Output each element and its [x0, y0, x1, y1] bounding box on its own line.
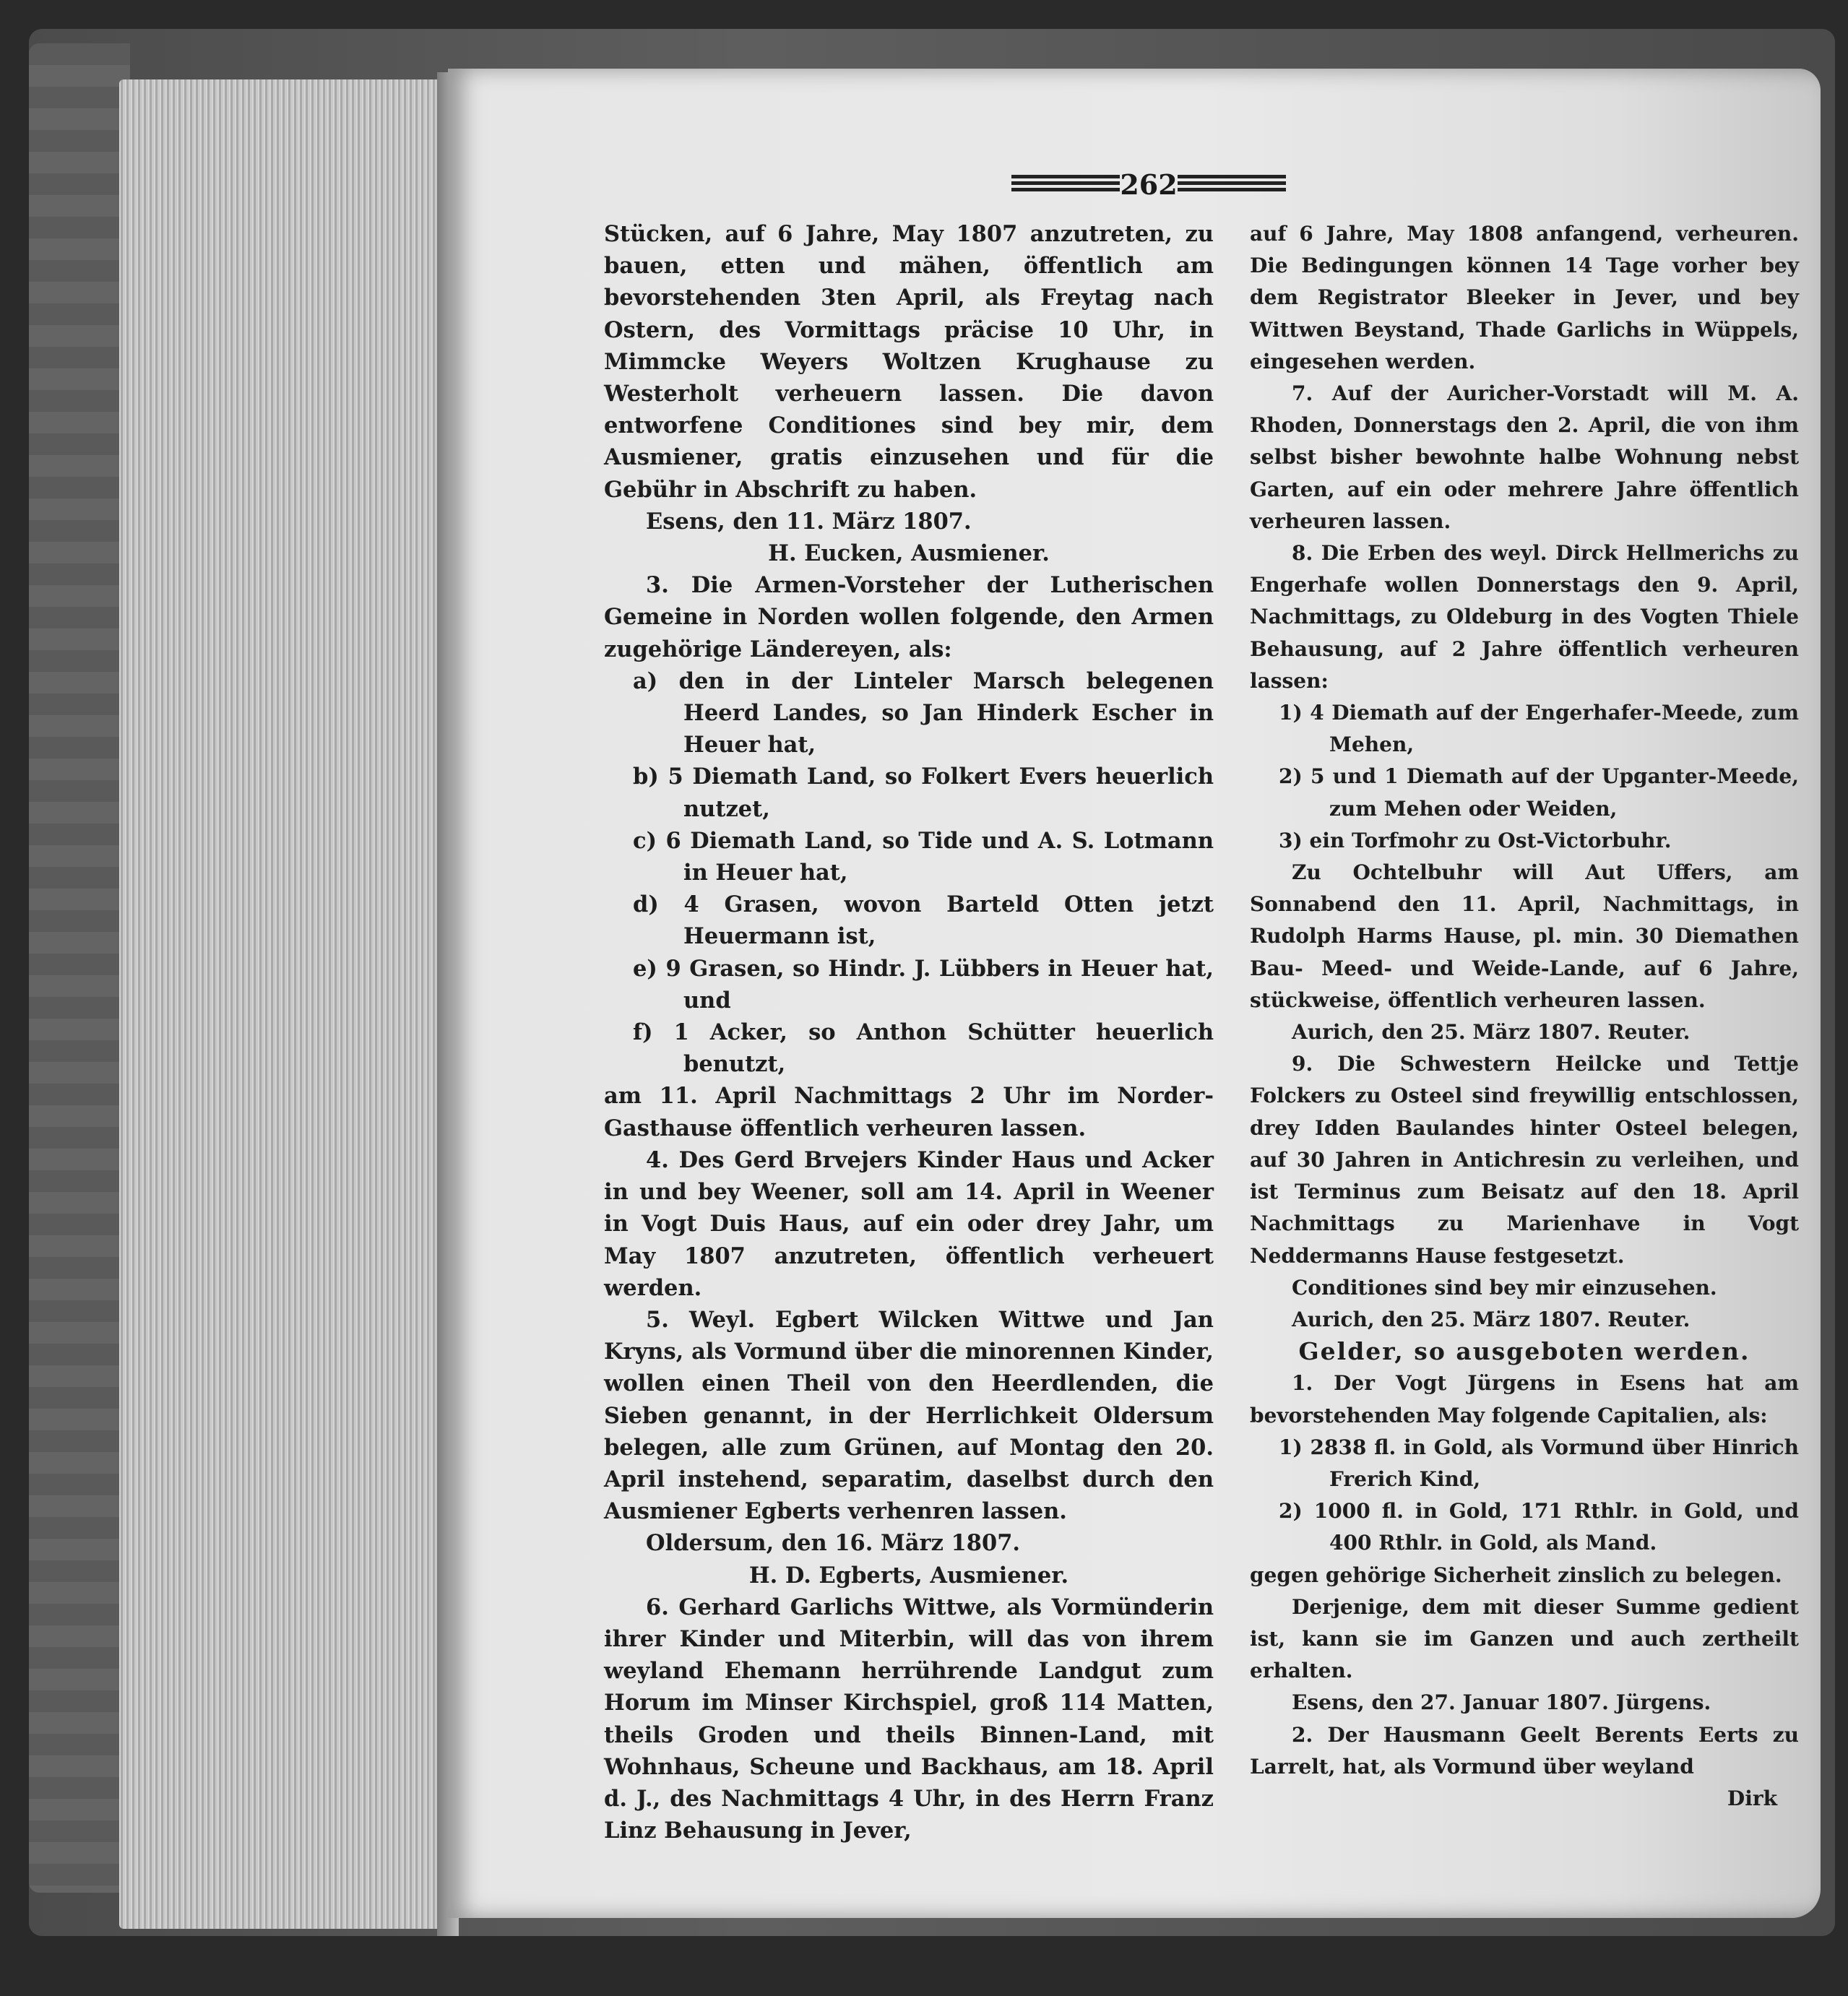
left-column-paragraph: Esens, den 11. März 1807. [646, 508, 972, 535]
left-column-paragraph: Stücken, auf 6 Jahre, May 1807 anzutreten, zu bauen, etten und mähen, öffentlich am bevorstehenden 3ten April, als Freytag nach Ostern, des Vormittags präcise 10 Uhr, in Mimmcke Weyers Woltzen Krughause zu Westerholt verheuern lassen. Die davon entworfene Conditiones sind bey mir, dem Ausmiener, gratis einzusehen und für die Gebühr in Abschrift zu haben. [604, 221, 1214, 503]
right-column [1250, 218, 1799, 1815]
right-column-paragraph: 3) ein Torfmohr zu Ost-Victorbuhr. [1279, 828, 1672, 852]
page-number: 262 [1120, 168, 1178, 201]
left-column-paragraph: Oldersum, den 16. März 1807. [646, 1530, 1021, 1557]
right-column-paragraph: Derjenige, dem mit dieser Summe gedient ist, kann sie im Ganzen und auch zertheilt erhalten. [1250, 1594, 1799, 1683]
right-column-paragraph: gegen gehörige Sicherheit zinslich zu belegen. [1250, 1563, 1782, 1587]
left-column-paragraph: 5. Weyl. Egbert Wilcken Wittwe und Jan Kryns, als Vormund über die minorennen Kinder, wollen einen Theil von den Heerdlenden, die Sieben genannt, in der Herrlichkeit Oldersum belegen, alle zum Grünen, auf Montag den 20. April instehend, separatim, daselbst durch den Ausmiener Egberts verhenren lassen. [604, 1306, 1214, 1525]
right-column-paragraph: auf 6 Jahre, May 1808 anfangend, verheuren. Die Bedingungen können 14 Tage vorher bey dem Registrator Bleeker in Jever, und bey Wittwen Beystand, Thade Garlichs in Wüppels, eingesehen werden. [1250, 222, 1799, 373]
right-column-paragraph: Aurich, den 25. März 1807. Reuter. [1292, 1020, 1691, 1045]
left-column [604, 218, 1214, 1846]
page-stack [119, 79, 452, 1929]
page-header [1011, 170, 1286, 199]
right-column-paragraph: 1. Der Vogt Jürgens in Esens hat am bevorstehenden May folgende Capitalien, als: [1250, 1371, 1799, 1427]
left-column-paragraph: c) 6 Diemath Land, so Tide und A. S. Lotmann in Heuer hat, [633, 827, 1214, 886]
left-column-paragraph: H. Eucken, Ausmiener. [768, 540, 1050, 567]
right-column-paragraph: 9. Die Schwestern Heilcke und Tettje Folckers zu Osteel sind freywillig entschlossen, drey Idden Baulandes hinter Osteel belegen, auf 30 Jahren in Antichresin zu verleihen, und ist Terminus zum Beisatz auf den 18. April Nachmittags zu Marienhave in Vogt Neddermanns Hause festgesetzt. [1250, 1052, 1799, 1268]
book-spine [29, 43, 130, 1893]
left-column-paragraph: a) den in der Linteler Marsch belegenen Heerd Landes, so Jan Hinderk Escher in Heuer hat, [633, 668, 1214, 759]
right-column-paragraph: 2. Der Hausmann Geelt Berents Eerts zu Larrelt, hat, als Vormund über weyland [1250, 1722, 1799, 1779]
right-column-paragraph: 1) 4 Diemath auf der Engerhafer-Meede, zum Mehen, [1279, 701, 1799, 757]
left-column-paragraph: 3. Die Armen-Vorsteher der Lutherischen Gemeine in Norden wollen folgende, den Armen zugehörige Ländereyen, als: [604, 572, 1214, 662]
left-column-paragraph: b) 5 Diemath Land, so Folkert Evers heuerlich nutzet, [633, 764, 1214, 822]
right-column-paragraph: 7. Auf der Auricher-Vorstadt will M. A. Rhoden, Donnerstags den 2. April, die von ihm selbst bisher bewohnte halbe Wohnung nebst Garten, auf ein oder mehrere Jahre öffentlich verheuren lassen. [1250, 381, 1799, 533]
right-column-paragraph: Gelder, so ausgeboten werden. [1298, 1337, 1750, 1366]
left-column-paragraph: 6. Gerhard Garlichs Wittwe, als Vormünderin ihrer Kinder und Miterbin, will das von ihrem weyland Ehemann herrührende Landgut zum Horum im Minser Kirchspiel, groß 114 Matten, theils Groden und theils Binnen-Land, mit Wohnhaus, Scheune und Backhaus, am 18. April d. J., des Nachmittags 4 Uhr, in des Herrn Franz Linz Behausung in Jever, [604, 1594, 1214, 1844]
left-column-paragraph: 4. Des Gerd Brvejers Kinder Haus und Acker in und bey Weener, soll am 14. April in Weener in Vogt Duis Haus, auf ein oder drey Jahr, um May 1807 anzutreten, öffentlich verheuert werden. [604, 1146, 1214, 1301]
right-column-paragraph: Zu Ochtelbuhr will Aut Uffers, am Sonnabend den 11. April, Nachmittags, in Rudolph Harms Hause, pl. min. 30 Diemathen Bau- Meed- und Weide-Lande, auf 6 Jahre, stückweise, öffentlich verheuren lassen. [1250, 860, 1799, 1012]
right-column-paragraph: Aurich, den 25. März 1807. Reuter. [1292, 1307, 1691, 1331]
right-column-paragraph: 8. Die Erben des weyl. Dirck Hellmerichs zu Engerhafe wollen Donnerstags den 9. April, Nachmittags, zu Oldeburg in des Vogten Thiele Behausung, auf 2 Jahre öffentlich verheuren lassen: [1250, 541, 1799, 693]
left-column-paragraph: H. D. Egberts, Ausmiener. [748, 1562, 1069, 1589]
right-column-paragraph: Esens, den 27. Januar 1807. Jürgens. [1292, 1690, 1711, 1715]
right-column-paragraph: Dirk [1727, 1786, 1777, 1810]
header-rule-left [1011, 175, 1120, 194]
left-column-paragraph: f) 1 Acker, so Anthon Schütter heuerlich benutzt, [633, 1019, 1214, 1078]
right-column-paragraph: 2) 1000 fl. in Gold, 171 Rthlr. in Gold, und 400 Rthlr. in Gold, als Mand. [1279, 1499, 1799, 1555]
left-column-paragraph: d) 4 Grasen, wovon Barteld Otten jetzt Heuermann ist, [633, 891, 1214, 950]
header-rule-right [1178, 175, 1286, 194]
right-column-paragraph: Conditiones sind bey mir einzusehen. [1292, 1275, 1717, 1300]
right-column-paragraph: 1) 2838 fl. in Gold, als Vormund über Hinrich Frerich Kind, [1279, 1435, 1799, 1491]
left-column-paragraph: e) 9 Grasen, so Hindr. J. Lübbers in Heuer hat, und [633, 955, 1214, 1014]
left-column-paragraph: am 11. April Nachmittags 2 Uhr im Norder-Gasthause öffentlich verheuren lassen. [604, 1083, 1214, 1141]
right-column-paragraph: 2) 5 und 1 Diemath auf der Upganter-Meede, zum Mehen oder Weiden, [1279, 764, 1799, 821]
